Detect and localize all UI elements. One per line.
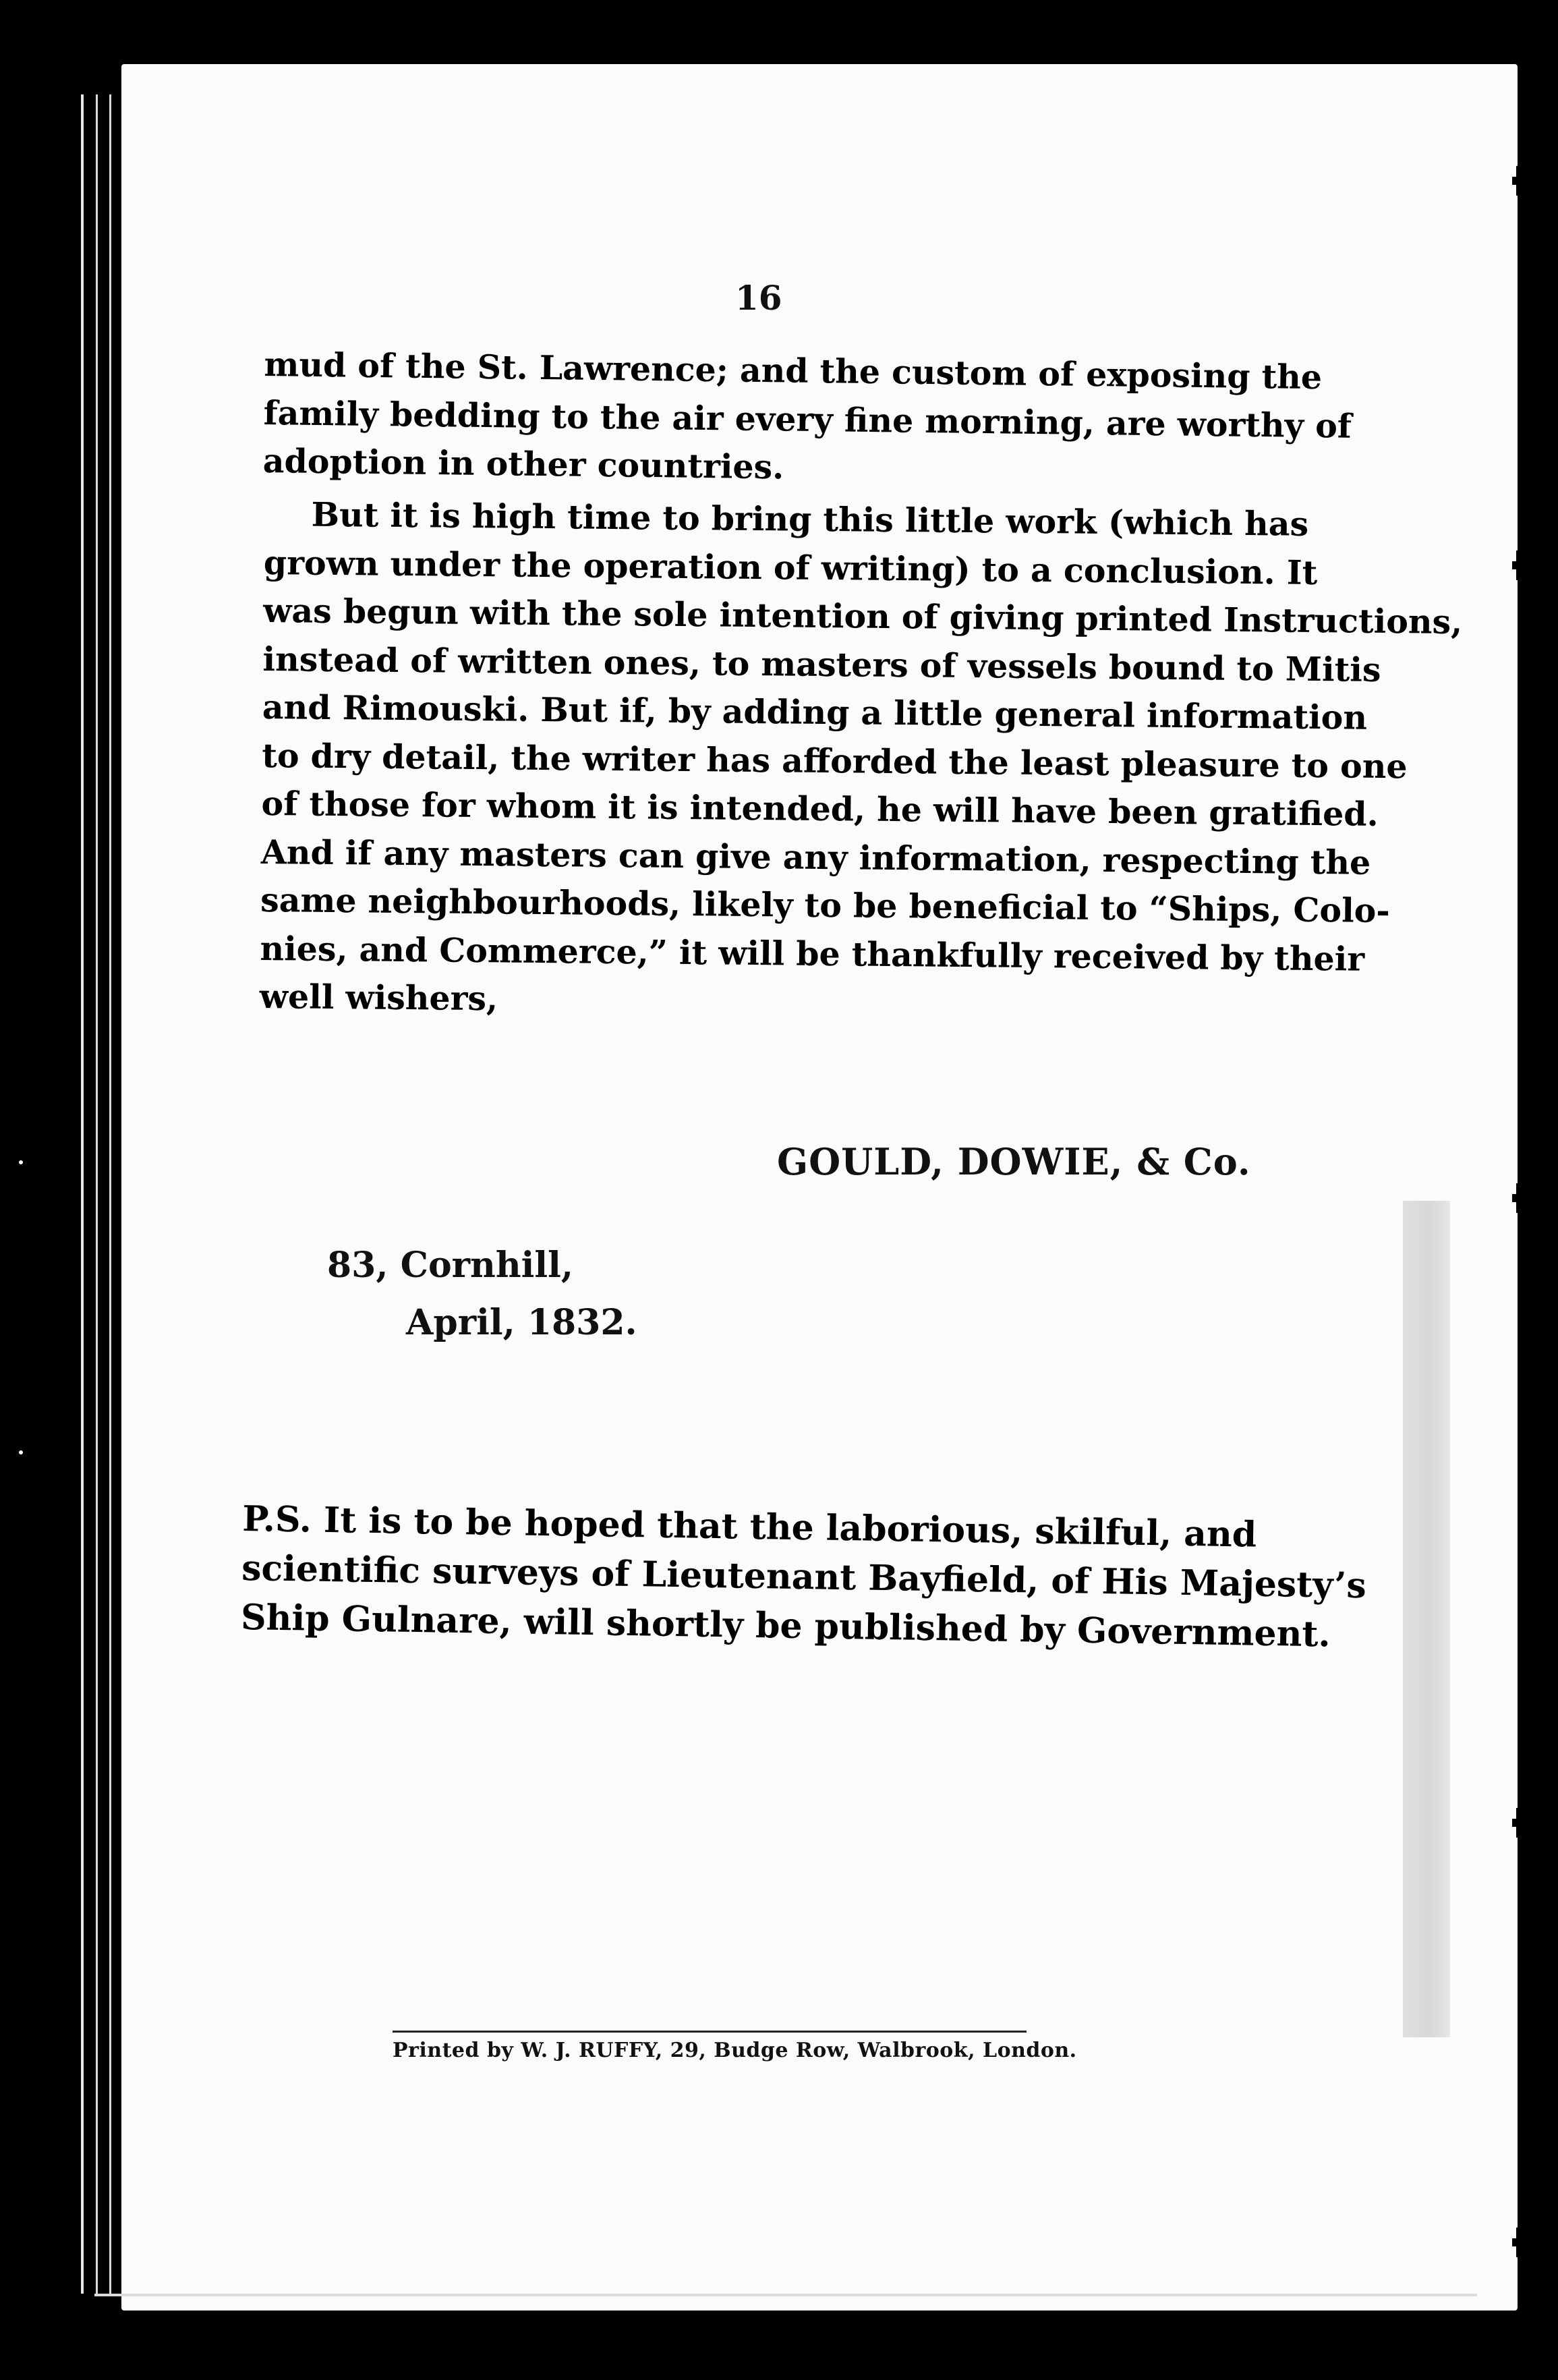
text-line: nies, and Commerce,” it will be thankfully received by their [260,928,1365,979]
text-line: mud of the St. Lawrence; and the custom of exposing the [264,344,1323,397]
text-line: of those for whom it is intended, he will have been gratified. [261,783,1379,834]
page-bottom-edge [94,2294,1477,2303]
binding-clip-mark [1512,177,1550,185]
page-number: 16 [735,278,782,318]
text-line: was begun with the sole intention of giving printed Instructions, [263,590,1463,642]
address: 83, Cornhill, [327,1245,574,1286]
scan-speck [19,1450,23,1454]
text-line: family bedding to the air every fine morning, are worthy of [263,393,1352,446]
imprint-rule [393,2031,1027,2033]
binding-clip-mark [1512,1819,1550,1827]
text-line: And if any masters can give any information, respecting the [260,832,1371,882]
text-line: and Rimouski. But if, by adding a little general information [262,687,1368,737]
text-line: to dry detail, the writer has afforded the least pleasure to one [261,735,1408,786]
text-line: scientific surveys of Lieutenant Bayfield, of His Majesty’s [241,1547,1367,1607]
text-line: But it is high time to bring this little work (which has [311,494,1309,544]
page-fold-shadow [1403,1201,1450,2037]
signature: GOULD, DOWIE, & Co. [777,1140,1251,1183]
text-line: Ship Gulnare, will shortly be published by Government. [240,1596,1331,1655]
text-line: instead of written ones, to masters of vessels bound to Mitis [262,639,1381,689]
text-line: P.S. It is to be hoped that the laborious, skilful, and [241,1498,1257,1556]
text-line: same neighbourhoods, likely to be beneficial to “Ships, Colo- [260,880,1391,931]
paragraph-conclusion [259,490,1463,1031]
text-line: well wishers, [259,976,498,1019]
scan-speck [19,1160,23,1164]
date: April, 1832. [406,1302,637,1343]
binding-clip-mark [1512,1194,1550,1202]
binding-clip-mark [1512,2238,1550,2246]
postscript [240,1494,1367,1658]
text-line: adoption in other countries. [262,441,784,487]
paragraph-continuation [262,341,1352,497]
text-line: grown under the operation of writing) to a conclusion. It [263,542,1318,592]
binding-clip-mark [1512,561,1550,569]
printer-imprint: Printed by W. J. RUFFY, 29, Budge Row, Walbrook, London. [393,2039,1077,2062]
